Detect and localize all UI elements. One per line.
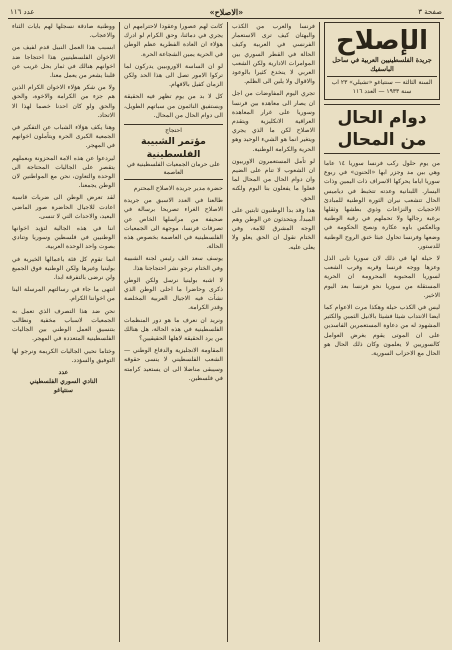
column-paragraph: اننا في هذه الجالية لتؤيد اخوانها الوطنيين في فلسطين وسوريا وتنادي بصوت واحد الوحدة العربية.	[12, 225, 115, 251]
column-paragraph: وختاما نحيي الجاليات الكريمة ونرجو لها التوفيق والسؤدد.	[12, 347, 115, 364]
column-paragraph: لقد تعرض الوطن الى ضربات قاسية اعادت للاجيال الحاضرة صور الماضي البعيد، والاحداث التي لا تنسى.	[12, 194, 115, 220]
lead-paragraph: من يوم حلول ركب فرنسا سوريا ١٤ عاما وهي بين مد وجزر ابها «الحنون» في ربوع سوريا اياما يحركها الاسراف ذات اليمين وذات اليسار. اللبنانية وعدته تتخبط في دياميس الحال تتشعب نيران الثورة الوطنية للمبادئ الاحجيات والنزاعات وذوي بطشها وثقلها برغبة رجالها ولا تحملهم في رقبة الوطنية وبالعكس باوه عكارة ونصح الحكومة في وضعها وفرنسا تحاول عبثا خنق الروح الوطنية للدستور.	[324, 160, 441, 250]
column-paragraph: انتهى ما جاء في رسالتهم المرسلة الينا من اخواننا الكرام.	[12, 286, 115, 303]
masthead-subtitle: جريدة الفلسطينيين العربية في ساحل الباسفيك	[332, 56, 432, 73]
column-paragraph: المقاومة الانجليزية والدفاع الوطني — الشعب الفلسطيني لا ينسى حقوقه وسيبقى مناضلا الى ان يستعيد كرامته في فلسطين.	[124, 347, 223, 382]
lead-paragraph: فرنسا والعرب من الكذب والبهتان كيف ترى الاستعمار الفرنسي في العربية وكيف الحالة في القطر السوري بين الموامرات الادارية ولكن الشعب العربي لا ينخدع كثيرا بالوعود والاقوال ولا يلين الى الظلم.	[232, 23, 315, 86]
running-head	[8, 6, 444, 19]
signoff-line: عدد	[58, 368, 69, 376]
lead-article-body	[324, 159, 440, 358]
masthead	[324, 22, 440, 100]
column-paragraph: طالعنا في العدد الاسبق من جريدة الاصلاح الغراء تصريحا برسالة في صحيفة من مراسلها الخاص عن تصرفات فرنسا، موجهة الى الجمعيات الفلسطينية في العاصمة بخصوص هذه الحالة.	[124, 197, 223, 251]
lead-paragraph: ليس في الكذب حيلة وهكذا مرت الاعوام كما ايضا الانتداب شيئا فشيئا بالانيل الثمين والكثير المشهود له من دعاوة المستعمرين الفاسدين على ان الموتى يقوم بغرض العوامل كالسوريين لا يعلمون وكان ذلك الحال هو الحال مع الاحزاب السورية.	[324, 304, 440, 358]
column-paragraph: وهنا يكف هؤلاء الشباب عن التفكير في الجمعية الكبرى الحرة ويتأملون اخوانهم في المهجر.	[12, 124, 115, 150]
protest-section-header	[124, 124, 223, 180]
column-paragraph: لا اشبه بولينيا نرسل ولكن الوطن ذكرى وحاضرا ما احلى الوطن الذي نشأت فيه الاجيال العربية المخلصة وقدر الكرامة.	[124, 276, 223, 312]
signoff-line: سنتياغو	[53, 387, 74, 395]
lead-headline: دوام الحال من المحال	[324, 104, 440, 154]
section-title: مؤتمر الشبيبة الفلسطينية	[141, 136, 206, 161]
lead-continuation-column	[228, 22, 320, 642]
column-paragraph: يوسف سعد الف رئيس لجنة الشبيبة وفي الختام نرجو نشر احتجاجنا هذا.	[124, 255, 223, 272]
page-number: صفحة ٣	[418, 8, 442, 16]
signoff-line: النادي السوري الفلسطيني	[29, 378, 98, 386]
lead-column	[320, 22, 444, 642]
column-paragraph: كل لا بد من يوم تظهر فيه الحقيقة ويستفيق النائمون من سباتهم الطويل، الى دوام الحال من المحال.	[124, 93, 223, 119]
column-paragraph: انما تقوم كل فئة باعمالها الخيرية في بولينيا وغيرها ولكن الوطنية فوق الجميع ولن نرضى بالتفرقة ابدا.	[12, 255, 115, 282]
columns	[8, 22, 444, 642]
section-subtitle: على حرمان الجمعيات الفلسطينية في العاصمة	[127, 161, 220, 177]
column-paragraph: ولا من شكر هؤلاء الاخوان الكرام الذين هم جزء من الكرامة والاخوة، والحق والحق ولو كان احدنا خصما لهذا الا الاتحاد.	[12, 84, 115, 119]
column-paragraph: ونريد ان نعرف ما هو دور المنظمات الفلسطينية في هذه الحالة، هل هنالك من يرد الحقيقة لاهلها الحقيقيين؟	[124, 316, 223, 343]
column-paragraph: لو ان الساسة الاوروبيين يدركون لما تركوا الامور تصل الى هذا الحد ولكن الزمان كفيل بالافهام.	[124, 62, 223, 89]
section-label: احتجاج	[165, 127, 182, 135]
column-paragraph: ووطنية صادقة نسجلها لهم بايات الثناء والاعجاب.	[12, 23, 115, 40]
club-signoff	[12, 368, 115, 396]
lead-paragraph: لو تأمل المستعمرون الاوربيون ان الشعوب لا تنام على الضيم وان دوام الحال من المحال لما فعلوا ما يفعلون بنا اليوم ولكنه الحق.	[232, 157, 315, 202]
protest-column	[120, 22, 228, 642]
running-head-title: «الاصلاح»	[209, 7, 244, 17]
lead-paragraph: هذا وقد بدأ الوطنيون ثابتين على المبدأ، ويتحدثون عن الوطن وهم الوجه المشرق للامة، وفي الختام نقول ان الحق يعلو ولا يعلى عليه.	[232, 206, 315, 251]
column-paragraph: ابسبب هذا العمل النبيل قدم لفيف من الاخوان الفلسطينيين هذا احتجاجا ضد اخوانهم هنالك في ثمار بحل غريب عن قلبنا يشعر من يعمل معنا.	[12, 44, 115, 80]
lead-paragraph: لا حيلة لها في ذلك لان سوريا تابى الذل وعزها ووجه فرنسا وقربه وقرب الشعب لسوريا المحبوبة المحرومة ان الحرية المستقلة من سوريا نحو فرنسا بعد اليوم الاخير.	[324, 255, 440, 299]
lead-paragraph: تجري اليوم المفاوضات من اجل ان يصار الى معاهدة بين فرنسا وسوريا على غرار المعاهدة العراقية الانكليزية ويتقدم الاصلاح لكن ما الذي يجري ويتغير انما هو الشيء الوحيد وهو الحرية والكرامة الوطنية.	[232, 90, 315, 153]
column-paragraph: حضرة مدير جريدة الاصلاح المحترم	[133, 185, 223, 193]
masthead-date-line: السنة الثالثة — سنتياغو «تشيلي» ٢٣ اب سنة ١٩٣٣ — العدد ١١٦	[327, 76, 437, 96]
masthead-title: الإصلاح	[335, 26, 429, 56]
column-paragraph: كانت لهم عصورا وعقودا لاحترامهم ان يجري في دمائنا، وحق الكرام لو ادرك هؤلاء ان العادة الفطرية عظم الوطن في الحرية يمين الشجاعة الحرة.	[124, 23, 223, 58]
column-paragraph: نحن ضد هذا التصرف الذي تعمل به الجمعيات لاسباب مخفية ونطالب بتنسيق العمل الوطني بين الجاليات الفلسطينية المتعددة في المهجر.	[12, 307, 115, 343]
issue-number: عدد ١١٦	[10, 8, 35, 16]
column-paragraph: ليردعوا عن هذه الامة المحزونة وبعملهم يتقصر على الجاليات المحتاجة الى الوحدة والتعاون، نحن مع المواطنين لان الوطن يجمعنا.	[12, 154, 115, 190]
club-letter-column	[8, 22, 120, 642]
